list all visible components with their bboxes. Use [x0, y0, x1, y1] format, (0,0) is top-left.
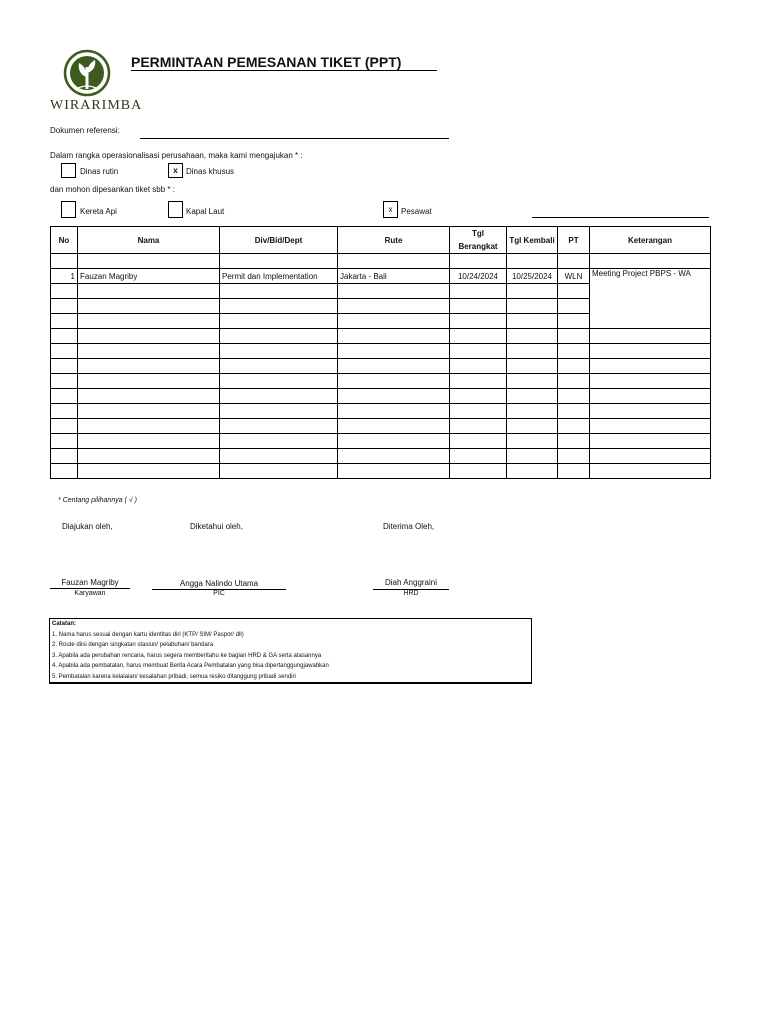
page-title: PERMINTAAN PEMESANAN TIKET (PPT) [131, 54, 402, 70]
submitter-name: Fauzan Magriby [61, 578, 119, 587]
title-underline [131, 70, 437, 71]
cell-pt: WLN [558, 269, 590, 284]
col-nama: Nama [78, 227, 220, 254]
dinas-rutin-label: Dinas rutin [80, 167, 119, 176]
note-item: 5. Pembatalan karena kelalaian/ kesalahan pribadi, semua resiko ditanggung pribadi sendiri [52, 673, 296, 680]
intro-text: Dalam rangka operasionalisasi perusahaan, maka kami mengajukan * : [50, 151, 303, 160]
hrd-name: Diah Anggraini [384, 578, 438, 587]
table-row [51, 449, 711, 464]
table-row [51, 359, 711, 374]
dinas-khusus-checkbox[interactable]: x [168, 163, 183, 178]
table-row [51, 374, 711, 389]
table-row [51, 344, 711, 359]
doc-ref-field[interactable] [140, 138, 449, 139]
dinas-khusus-label: Dinas khusus [186, 167, 235, 176]
kereta-api-label: Kereta Api [80, 207, 117, 216]
cell-tgl-berangkat: 10/24/2024 [450, 269, 507, 284]
col-pt: PT [558, 227, 590, 254]
pesawat-checkbox[interactable]: x [383, 201, 398, 218]
cell-div: Permit dan Implementation [220, 269, 338, 284]
received-label: Diterima Oleh, [383, 522, 435, 531]
cell-no: 1 [51, 269, 78, 284]
table-spacer-row [51, 254, 711, 269]
pic-name: Angga Nalindo Utama [179, 579, 259, 588]
note-item: 2. Route diisi dengan singkatan stasiun/ pelabuhan/ bandara [52, 642, 214, 648]
notes-title: Catatan: [52, 621, 77, 627]
table-row [51, 389, 711, 404]
request-text: dan mohon dipesankan tiket sbb * : [50, 185, 175, 194]
cell-rute: Jakarta - Bali [338, 269, 450, 284]
kereta-api-checkbox[interactable] [61, 201, 76, 218]
table-row [51, 419, 711, 434]
acknowledged-label: Diketahui oleh, [190, 522, 243, 531]
submitter-role: Karyawan [74, 590, 106, 597]
pic-role: PIC [213, 590, 225, 597]
note-item: 1. Nama harus sesuai dengan kartu identitas diri (KTP/ SIM/ Paspor/ dll) [52, 631, 244, 638]
dinas-rutin-checkbox[interactable] [61, 163, 76, 178]
col-tgl-berangkat: Tgl Berangkat [450, 227, 507, 254]
footnote: * Centang pilihannya ( √ ) [58, 497, 137, 504]
hrd-role: HRD [403, 590, 419, 597]
table-row [51, 329, 711, 344]
note-item: 4. Apabila ada pembatalan, harus membuat Berita Acara Pembatalan yang bisa dipertanggungjawabkan [52, 663, 329, 669]
col-keterangan: Keterangan [590, 227, 711, 254]
col-tgl-kembali: Tgl Kembali [507, 227, 558, 254]
table-row [51, 464, 711, 479]
col-rute: Rute [338, 227, 450, 254]
submitter-sign-line [50, 588, 130, 589]
table-row [51, 434, 711, 449]
submitted-label: Diajukan oleh, [62, 522, 113, 531]
kapal-laut-label: Kapal Laut [186, 207, 225, 216]
table-row [51, 404, 711, 419]
logo-text: WIRARIMBA [50, 98, 143, 113]
cell-tgl-kembali: 10/25/2024 [507, 269, 558, 284]
col-div: Div/Bid/Dept [220, 227, 338, 254]
doc-ref-label: Dokumen referensi: [50, 126, 120, 135]
kapal-laut-checkbox[interactable] [168, 201, 183, 218]
other-transport-field[interactable] [532, 217, 709, 218]
notes-box [49, 618, 532, 684]
table-row [51, 269, 711, 284]
ticket-table [50, 226, 711, 479]
note-item: 3. Apabila ada perubahan rencana, harus segera memberitahu ke bagian HRD & GA serta atasannya [52, 652, 322, 659]
pesawat-label: Pesawat [401, 207, 432, 216]
col-no: No [51, 227, 78, 254]
table-header-row [51, 227, 711, 254]
cell-nama: Fauzan Magriby [78, 269, 220, 284]
cell-keterangan: Meeting Project PBPS - WA [590, 269, 711, 329]
